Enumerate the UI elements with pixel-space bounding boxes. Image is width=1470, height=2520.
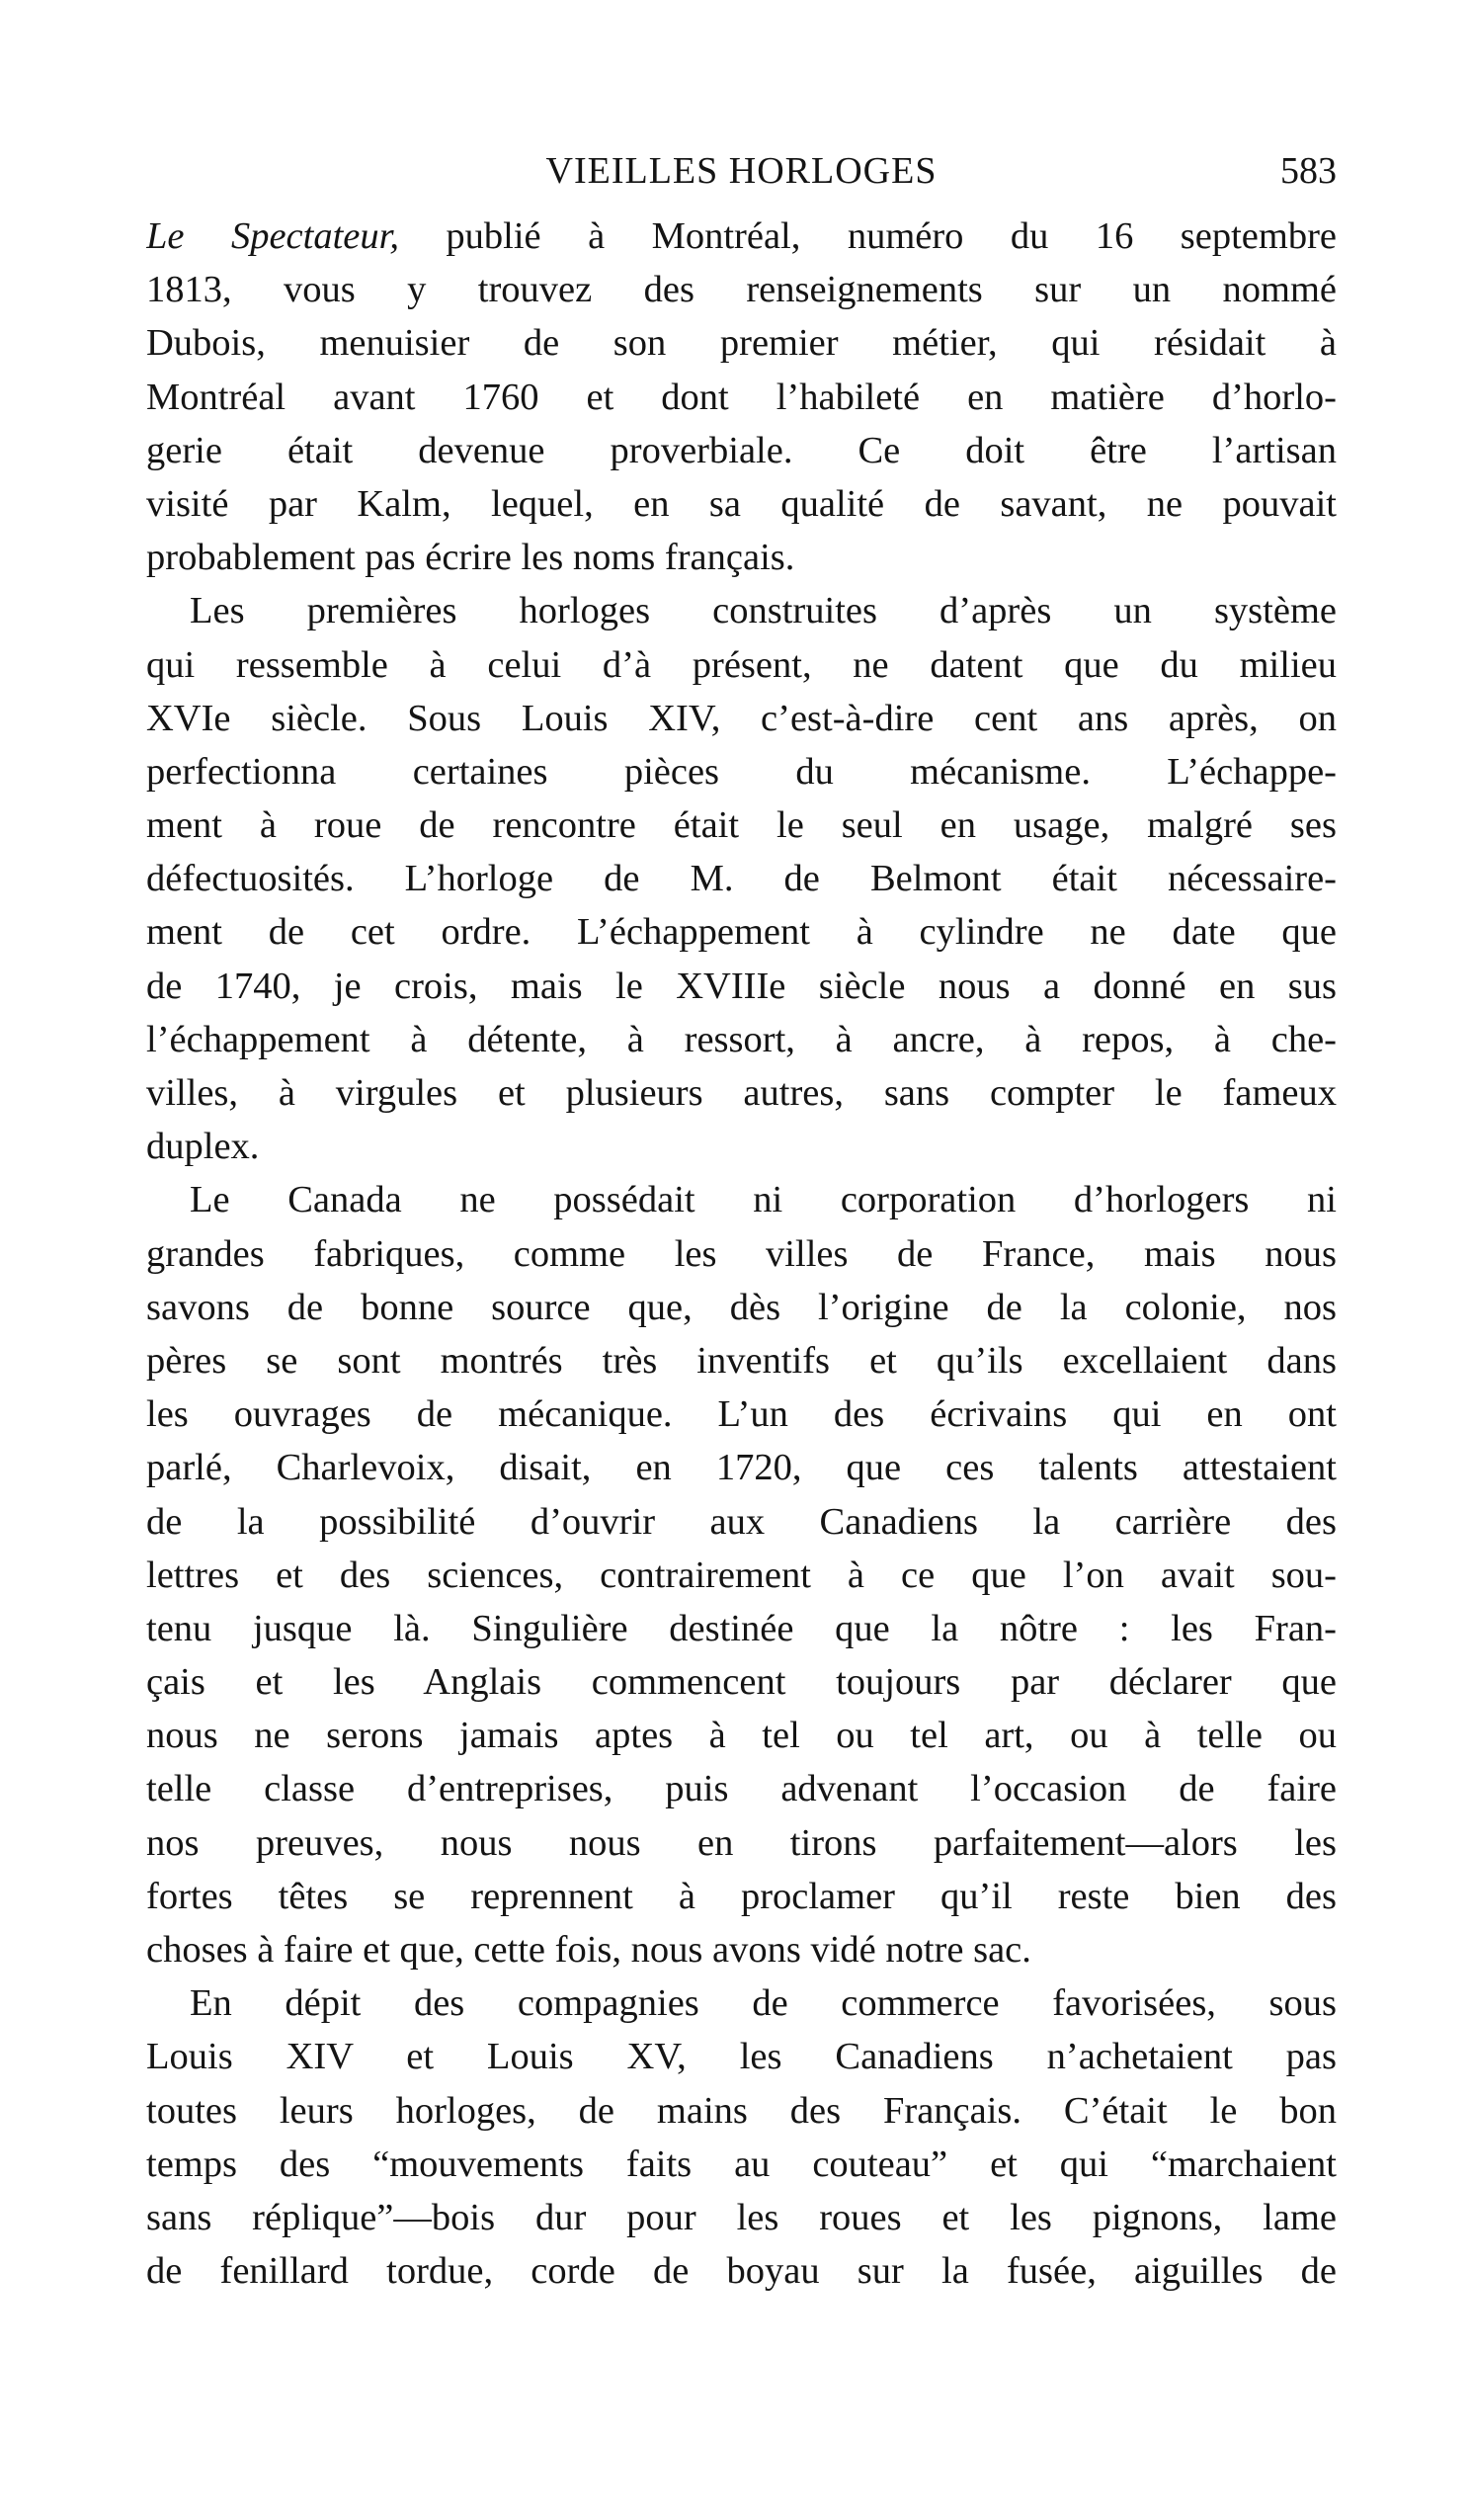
text-line: ment de cet ordre. L’échappement à cylindre ne date que [146, 911, 1337, 954]
text-line: fortes têtes se reprennent à proclamer qu’il reste bien des [146, 1875, 1337, 1917]
text-line: défectuosités. L’horloge de M. de Belmont était nécessaire- [146, 858, 1337, 900]
text-line: savons de bonne source que, dès l’origine de la colonie, nos [146, 1286, 1337, 1328]
text-line: XVIe siècle. Sous Louis XIV, c’est-à-dire cent ans après, on [146, 697, 1337, 739]
text-line: qui ressemble à celui d’à présent, ne datent que du milieu [146, 643, 1337, 686]
text-line: lettres et des sciences, contrairement à ce que l’on avait sou- [146, 1554, 1337, 1596]
text-line: duplex. [146, 1126, 260, 1168]
text-line: gerie était devenue proverbiale. Ce doit être l’artisan [146, 429, 1337, 471]
text-line: nous ne serons jamais aptes à tel ou tel art, ou à telle ou [146, 1715, 1337, 1757]
text-line: ment à roue de rencontre était le seul en usage, malgré ses [146, 804, 1337, 847]
text-line: sans réplique”—bois dur pour les roues et les pignons, lame [146, 2196, 1337, 2238]
page-header [146, 146, 1337, 196]
text-line: parlé, Charlevoix, disait, en 1720, que ces talents attestaient [146, 1447, 1337, 1489]
text-line: Louis XIV et Louis XV, les Canadiens n’achetaient pas [146, 2036, 1337, 2078]
text-line: perfectionna certaines pièces du mécanisme. L’échappe- [146, 750, 1337, 793]
paragraph [146, 584, 1337, 1173]
text-line: Le Canada ne possédait ni corporation d’horlogers ni [190, 1179, 1337, 1221]
running-title: VIEILLES HORLOGES [545, 150, 938, 192]
text-line: l’échappement à détente, à ressort, à ancre, à repos, à che- [146, 1018, 1337, 1060]
text-line: de 1740, je crois, mais le XVIIIe siècle nous a donné en sus [146, 965, 1337, 1007]
text-line: toutes leurs horloges, de mains des Français. C’était le bon [146, 2089, 1337, 2132]
text-line: pères se sont montrés très inventifs et qu’ils excellaient dans [146, 1339, 1337, 1382]
text-line: grandes fabriques, comme les villes de France, mais nous [146, 1232, 1337, 1275]
text-line: villes, à virgules et plusieurs autres, sans compter le fameux [146, 1072, 1337, 1114]
paragraph [146, 210, 1337, 584]
text-line: les ouvrages de mécanique. L’un des écrivains qui en ont [146, 1393, 1337, 1436]
text-line: Dubois, menuisier de son premier métier, qui résidait à [146, 322, 1337, 365]
text-line: temps des “mouvements faits au couteau” et qui “marchaient [146, 2142, 1337, 2185]
page-number: 583 [1280, 150, 1337, 192]
text-line: Le Spectateur, publié à Montréal, numéro du 16 septembre [146, 215, 1337, 257]
text-line: çais et les Anglais commencent toujours par déclarer que [146, 1661, 1337, 1704]
text-line: probablement pas écrire les noms français. [146, 537, 795, 579]
paragraph [146, 1976, 1337, 2298]
text-line: En dépit des compagnies de commerce favorisées, sous [190, 1982, 1337, 2025]
text-line: de fenillard tordue, corde de boyau sur la fusée, aiguilles de [146, 2250, 1337, 2293]
text-line: visité par Kalm, lequel, en sa qualité de savant, ne pouvait [146, 482, 1337, 525]
text-line: de la possibilité d’ouvrir aux Canadiens la carrière des [146, 1500, 1337, 1543]
text-line: Montréal avant 1760 et dont l’habileté en matière d’horlo- [146, 376, 1337, 418]
text-line: 1813, vous y trouvez des renseignements sur un nommé [146, 269, 1337, 311]
periodical-title: Le Spectateur, [146, 215, 399, 257]
paragraph [146, 1173, 1337, 1976]
body-text [146, 210, 1337, 2298]
text-line: telle classe d’entreprises, puis advenant l’occasion de faire [146, 1768, 1337, 1810]
text-line: Les premières horloges construites d’après un système [190, 590, 1337, 632]
text-line: choses à faire et que, cette fois, nous avons vidé notre sac. [146, 1929, 1031, 1971]
text-line: tenu jusque là. Singulière destinée que la nôtre : les Fran- [146, 1607, 1337, 1649]
text-line: nos preuves, nous nous en tirons parfaitement—alors les [146, 1821, 1337, 1864]
